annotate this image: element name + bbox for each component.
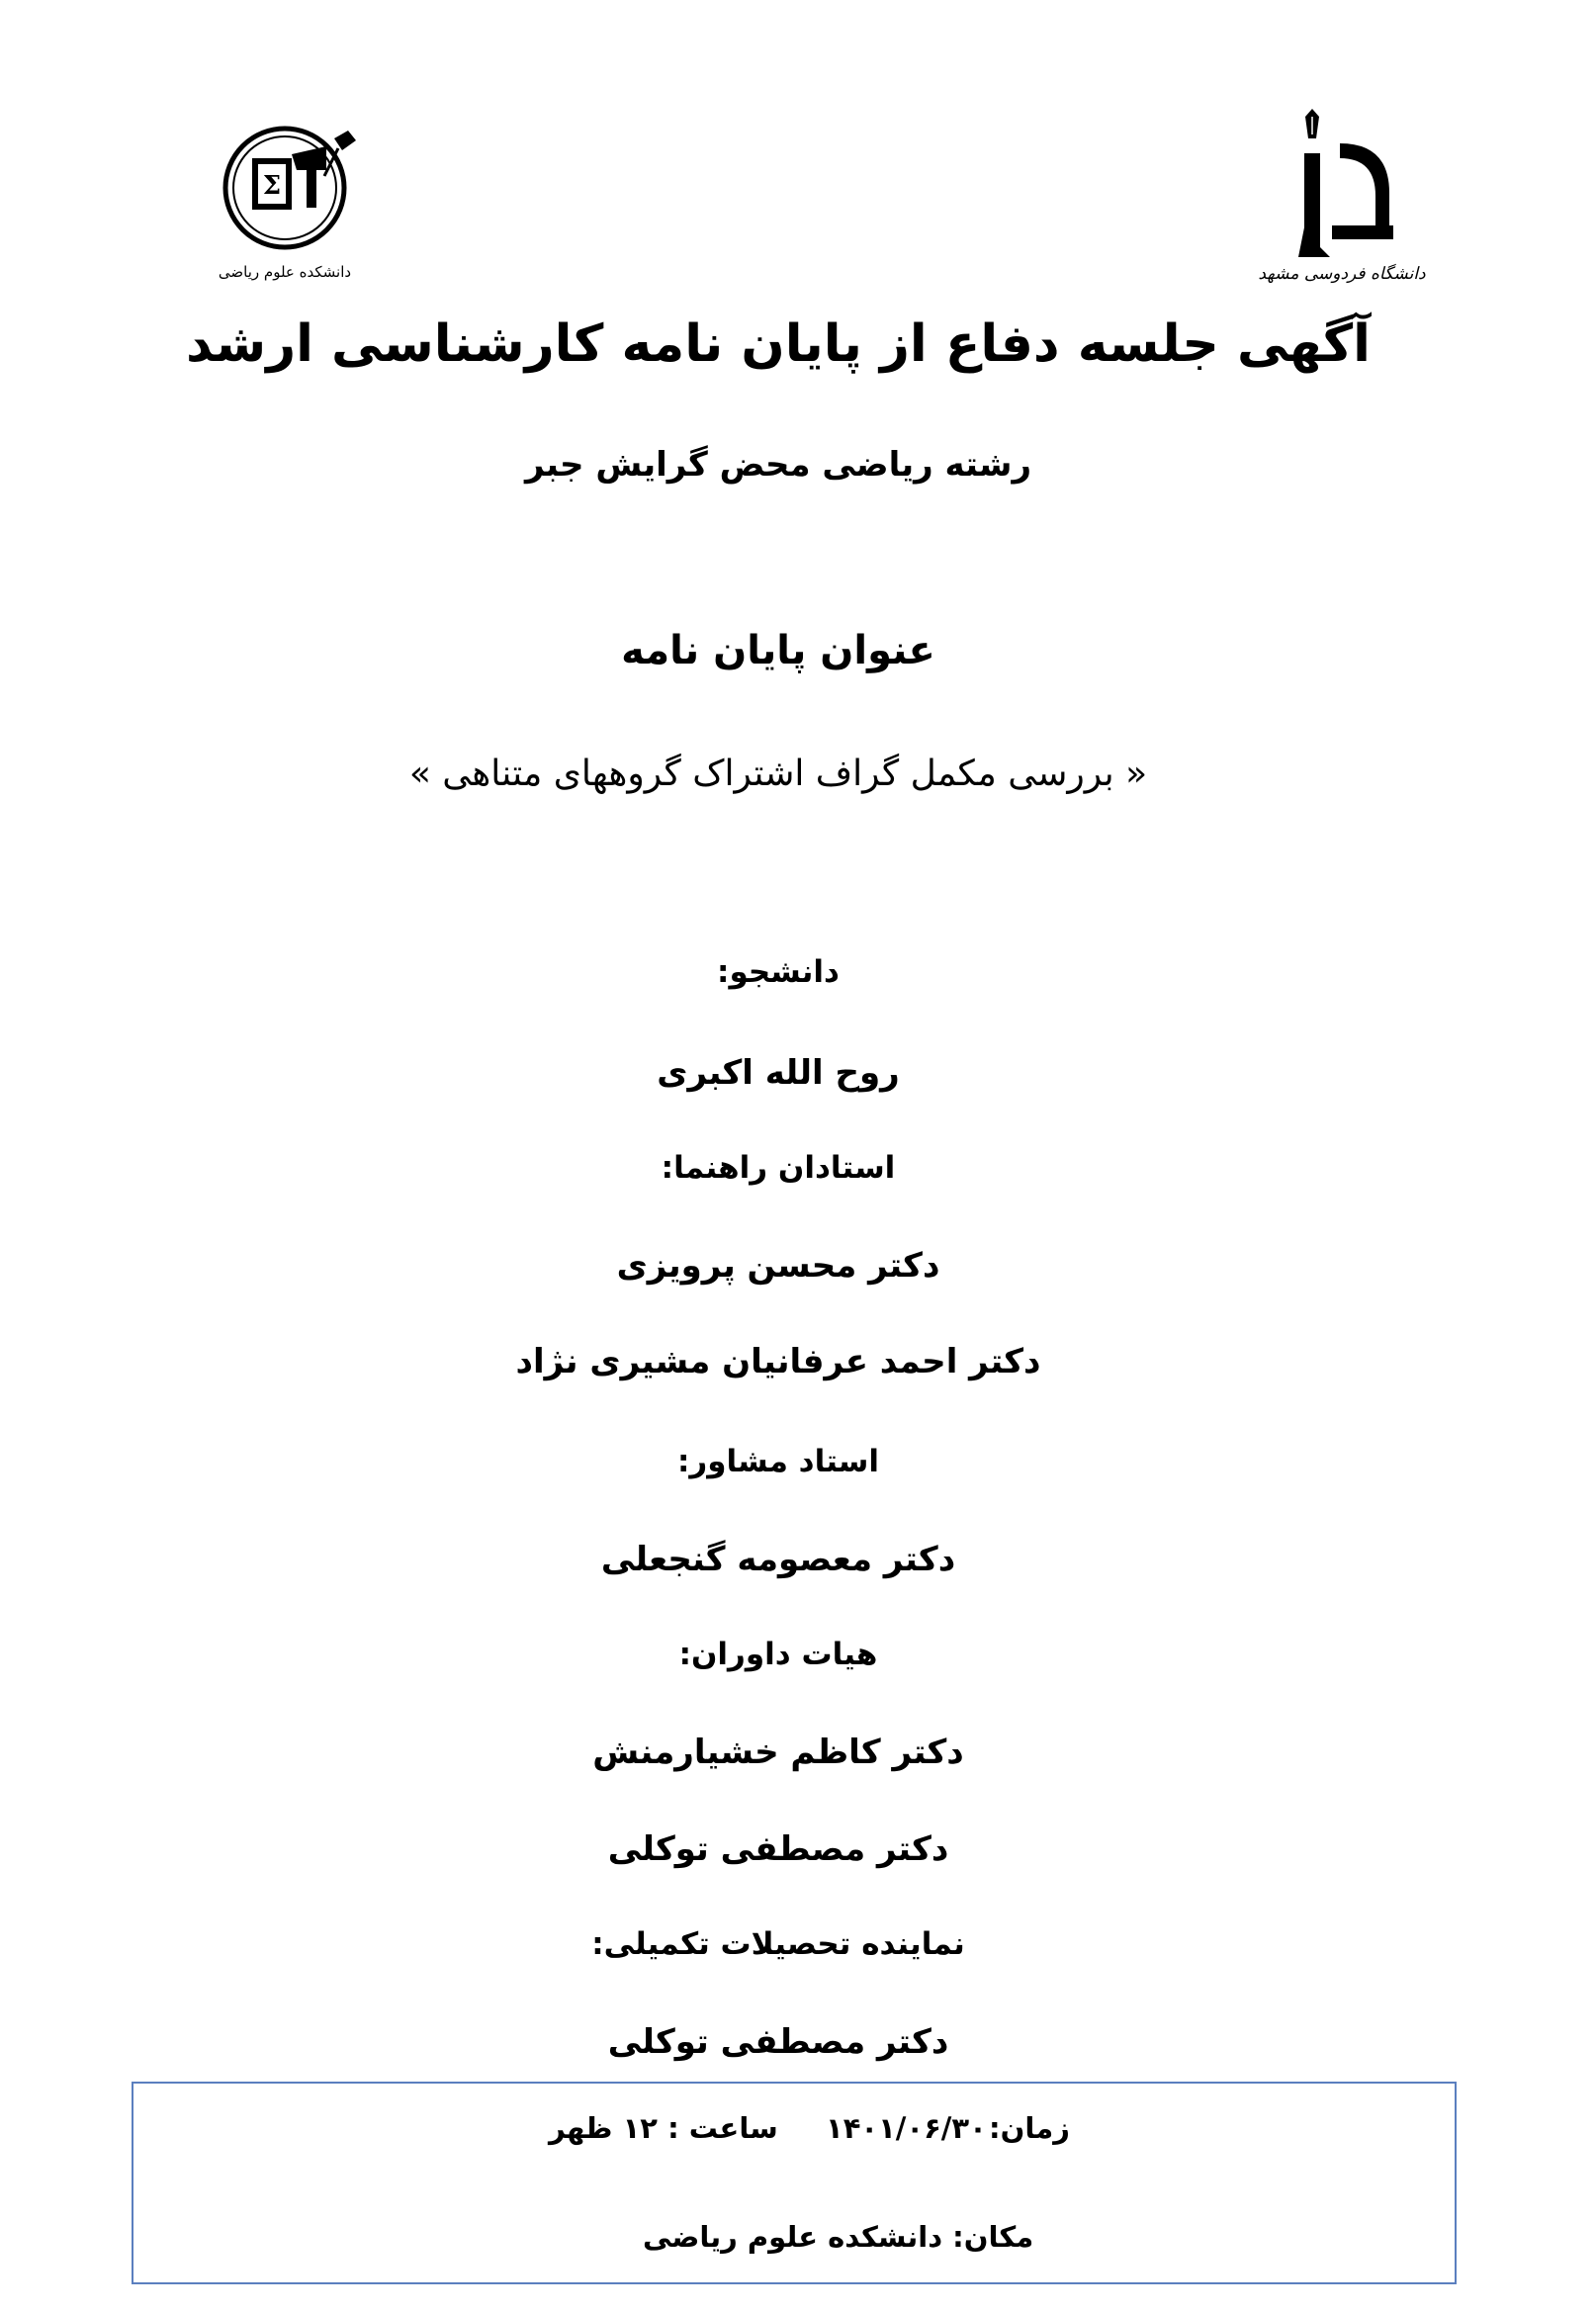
faculty-logo-icon bbox=[208, 119, 376, 292]
time-label: زمان: bbox=[989, 2111, 1070, 2145]
announcement-title: آگهی جلسه دفاع از پایان نامه کارشناسی ارشد bbox=[186, 314, 1371, 374]
thesis-title: « بررسی مکمل گراف اشتراک گروههای متناهی » bbox=[408, 754, 1148, 794]
student-label: دانشجو: bbox=[717, 954, 840, 990]
grad-rep-name: دکتر مصطفی توکلی bbox=[607, 2022, 949, 2062]
jury-member-name: دکتر کاظم خشیارمنش bbox=[592, 1733, 964, 1772]
date-value: ۱۴۰۱/۰۶/۳۰ bbox=[826, 2111, 987, 2145]
supervisor-name: دکتر محسن پرویزی bbox=[616, 1246, 940, 1286]
svg-text:Σ: Σ bbox=[262, 171, 282, 201]
jury-member-name: دکتر مصطفی توکلی bbox=[607, 1829, 949, 1869]
grad-rep-label: نماینده تحصیلات تکمیلی: bbox=[591, 1926, 965, 1962]
hour-value: ساعت : ۱۲ ظهر bbox=[549, 2111, 778, 2145]
time-place-box bbox=[132, 2082, 1457, 2284]
svg-text:دانشکده علوم ریاضی: دانشکده علوم ریاضی bbox=[218, 263, 352, 281]
supervisors-label: استادان راهنما: bbox=[661, 1150, 896, 1186]
thesis-heading: عنوان پایان نامه bbox=[621, 628, 935, 673]
advisor-label: استاد مشاور: bbox=[677, 1444, 879, 1479]
field-subtitle: رشته ریاضی محض گرایش جبر bbox=[524, 445, 1032, 485]
svg-text:دانشگاه فردوسی مشهد: دانشگاه فردوسی مشهد bbox=[1258, 264, 1426, 284]
student-name: روح الله اکبری bbox=[657, 1053, 900, 1093]
university-logo-icon bbox=[1258, 109, 1426, 287]
jury-label: هیات داوران: bbox=[678, 1637, 878, 1672]
place-line: مکان: دانشکده علوم ریاضی bbox=[643, 2220, 1034, 2254]
supervisor-name: دکتر احمد عرفانیان مشیری نژاد bbox=[515, 1342, 1041, 1381]
advisor-name: دکتر معصومه گنجعلی bbox=[600, 1540, 956, 1579]
